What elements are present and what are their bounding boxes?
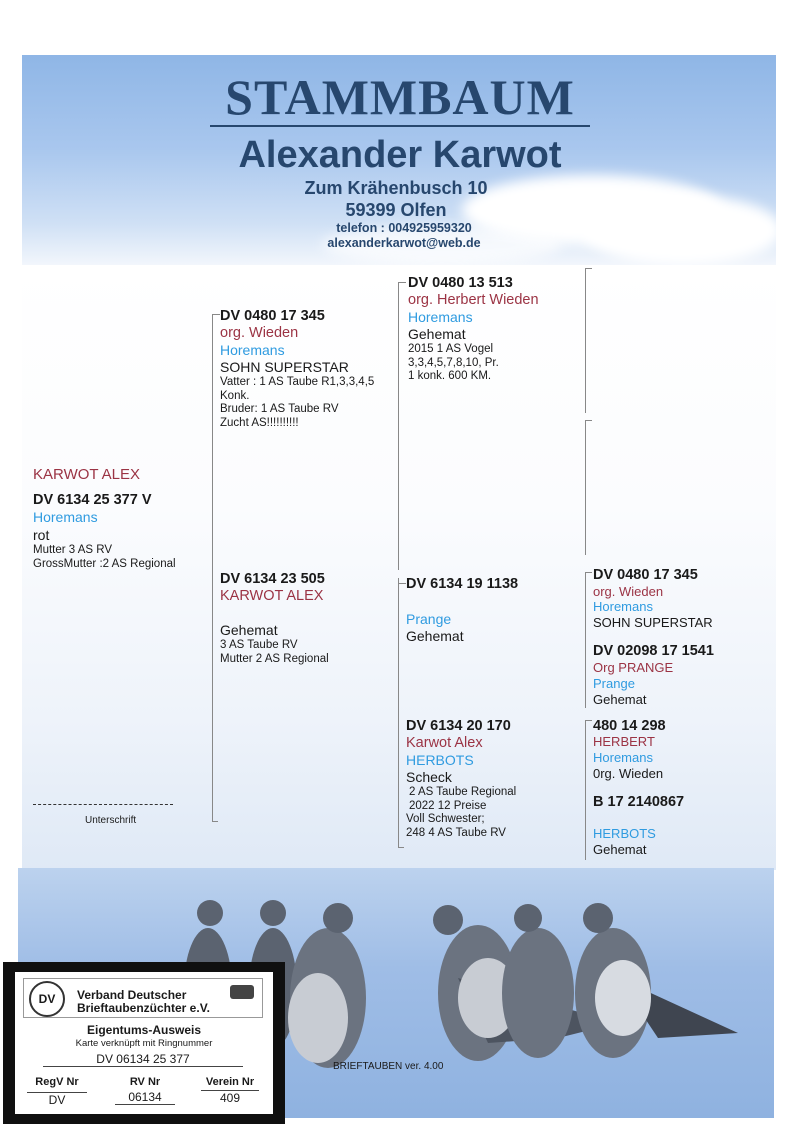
card-title: Eigentums-Ausweis: [86, 1023, 202, 1037]
mf-ring: DV 6134 19 1138: [406, 576, 519, 592]
mm-breeder: Karwot Alex: [406, 735, 483, 751]
owner-city: 59399 Olfen: [345, 200, 447, 220]
card-org-line2: Brieftaubenzüchter e.V.: [77, 1001, 210, 1015]
gg2-color: Gehemat: [593, 692, 647, 707]
page-title: STAMMBAUM: [225, 69, 575, 125]
mm-note: 2 AS Taube Regional: [409, 786, 517, 798]
gg1-breeder: org. Wieden: [593, 584, 664, 599]
gg4-strain: HERBOTS: [593, 826, 656, 841]
bracket-tick: [585, 420, 592, 421]
subject-strain: Horemans: [33, 509, 98, 525]
mf-color: Gehemat: [406, 628, 464, 644]
mm-note: Voll Schwester;: [406, 813, 485, 825]
bracket-tick: [585, 572, 592, 573]
gg3-ring: 480 14 298: [593, 718, 666, 734]
gg3-owner: 0rg. Wieden: [593, 766, 664, 781]
gg2-strain: Prange: [593, 676, 635, 691]
mother-color: Gehemat: [220, 622, 278, 638]
bracket-tick: [398, 282, 406, 283]
gg2-block: [593, 643, 778, 708]
gg4-color: Gehemat: [593, 842, 647, 857]
subject-note: Mutter 3 AS RV: [33, 544, 113, 556]
ff-note: 3,3,4,5,7,8,10, Pr.: [408, 356, 499, 369]
mother-ring: DV 6134 23 505: [220, 571, 325, 587]
father-note: Konk.: [220, 389, 250, 402]
mm-strain: HERBOTS: [406, 752, 474, 768]
owner-name: Alexander Karwot: [238, 134, 562, 176]
owner-email: alexanderkarwot@web.de: [327, 236, 481, 250]
gg2-ring: DV 02098 17 1541: [593, 643, 714, 659]
title-underline: [210, 125, 590, 127]
mm-block: [406, 718, 586, 840]
owner-street: Zum Krähenbusch 10: [304, 178, 488, 198]
mm-color: Scheck: [406, 769, 452, 785]
gg4-block: [593, 794, 778, 858]
gg2-breeder: Org PRANGE: [593, 660, 674, 675]
mother-note: 3 AS Taube RV: [220, 639, 298, 651]
ff-breeder: org. Herbert Wieden: [408, 292, 539, 308]
bracket-tick: [398, 847, 404, 848]
card-header-rv: RV Nr: [129, 1076, 161, 1088]
gg3-block: [593, 718, 778, 782]
father-note: Bruder: 1 AS Taube RV: [220, 403, 339, 415]
gg3-strain: Horemans: [593, 750, 653, 765]
bracket-tick: [212, 314, 220, 315]
org-logo-icon: DV: [29, 981, 65, 1017]
father-note: Zucht AS!!!!!!!!!!: [220, 416, 299, 429]
father-ring: DV 0480 17 345: [220, 308, 325, 324]
ff-strain: Horemans: [408, 309, 473, 325]
footer-version: BRIEFTAUBEN ver. 4.00: [333, 1061, 444, 1072]
subject-ring: DV 6134 25 377 V: [33, 492, 152, 508]
subject-block: [33, 466, 213, 571]
card-header-regv: RegV Nr: [35, 1076, 79, 1088]
card-org-line1: Verband Deutscher: [77, 988, 187, 1002]
subject-name: KARWOT ALEX: [33, 466, 140, 483]
mother-breeder: KARWOT ALEX: [220, 588, 324, 604]
card-value-rv: 06134: [115, 1090, 175, 1105]
mother-block: [220, 571, 400, 666]
father-name: SOHN SUPERSTAR: [220, 359, 349, 375]
ff-block: [408, 275, 588, 384]
ff-color: Gehemat: [408, 326, 466, 342]
mf-strain: Prange: [406, 611, 452, 627]
ff-note: 1 konk. 600 KM.: [408, 370, 492, 382]
pigeon-logo-icon: [230, 985, 254, 999]
mm-note: 248 4 AS Taube RV: [406, 826, 506, 839]
mf-block: [406, 576, 586, 645]
card-subtitle: Karte verknüpft mit Ringnummer: [75, 1038, 213, 1049]
subject-color: rot: [33, 527, 50, 543]
gg1-block: [593, 567, 778, 631]
gg1-ring: DV 0480 17 345: [593, 567, 698, 583]
card-value-regv: DV: [27, 1092, 87, 1107]
mm-note: 2022 12 Preise: [409, 799, 487, 812]
card-header-verein: Verein Nr: [205, 1076, 255, 1088]
father-block: [220, 308, 400, 430]
bracket-tick: [585, 268, 592, 269]
father-note: Vatter : 1 AS Taube R1,3,3,4,5: [220, 376, 375, 388]
signature-line: [33, 804, 173, 805]
card-ring: DV 06134 25 377: [43, 1052, 243, 1067]
card-value-verein: 409: [201, 1090, 259, 1105]
bracket-line-gen3b: [585, 420, 586, 555]
father-strain: Horemans: [220, 342, 285, 358]
gg3-breeder: HERBERT: [593, 734, 655, 749]
owner-phone: telefon : 004925959320: [336, 221, 472, 235]
gg1-strain: Horemans: [593, 599, 653, 614]
gg4-ring: B 17 2140867: [593, 794, 685, 810]
bracket-tick: [212, 821, 218, 822]
mother-note: Mutter 2 AS Regional: [220, 652, 329, 665]
father-breeder: org. Wieden: [220, 325, 299, 341]
ff-note: 2015 1 AS Vogel: [408, 343, 494, 355]
ownership-card: [3, 962, 285, 1124]
signature-label: Unterschrift: [85, 815, 137, 826]
gg1-name: SOHN SUPERSTAR: [593, 615, 713, 630]
bracket-tick: [585, 720, 592, 721]
subject-note: GrossMutter :2 AS Regional: [33, 557, 176, 570]
mm-ring: DV 6134 20 170: [406, 718, 511, 734]
ff-ring: DV 0480 13 513: [408, 275, 513, 291]
